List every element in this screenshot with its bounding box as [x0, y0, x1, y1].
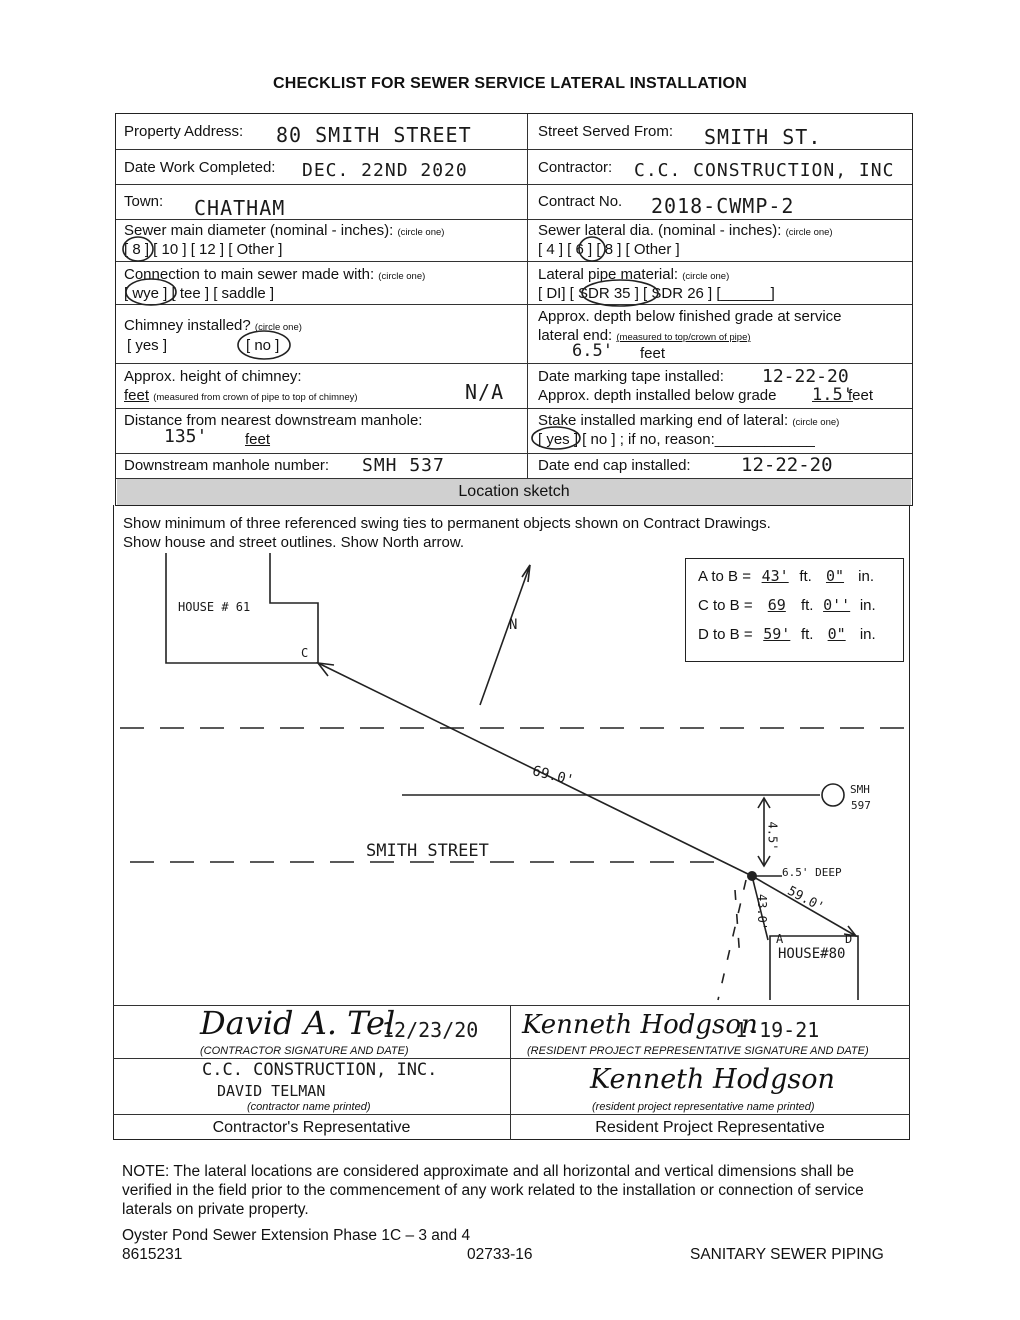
chimney-height-value: N/A [465, 380, 505, 404]
chimney-height-label: Approx. height of chimney: [124, 368, 302, 385]
chimney-label: Chimney installed? (circle one) [124, 317, 302, 334]
house-61-label: HOUSE # 61 [178, 600, 251, 614]
sewer-main-options: [ 8 ] [ 10 ] [ 12 ] [ Other ] [124, 241, 283, 258]
footer-right: SANITARY SEWER PIPING [690, 1246, 884, 1263]
footer-section: 02733-16 [467, 1246, 533, 1263]
manhole-value: SMH 537 [362, 455, 445, 476]
contractor-company-printed: C.C. CONSTRUCTION, INC. [202, 1060, 438, 1080]
contract-no-label: Contract No. [538, 193, 623, 210]
form-title: CHECKLIST FOR SEWER SERVICE LATERAL INSTALLATION [273, 75, 747, 92]
dim-45-label: 4.5' [765, 821, 780, 851]
footer-project: Oyster Pond Sewer Extension Phase 1C – 3 and 4 [122, 1227, 471, 1244]
contractor-name-caption: (contractor name printed) [247, 1101, 371, 1113]
north-label: N [509, 617, 518, 633]
distance-label: Distance from nearest downstream manhole: [124, 412, 423, 429]
contractor-signature-caption: (CONTRACTOR SIGNATURE AND DATE) [200, 1045, 409, 1057]
resident-rep-label: Resident Project Representative [595, 1119, 825, 1136]
property-address-value: 80 SMITH STREET [276, 123, 472, 147]
lateral-material-label: Lateral pipe material: (circle one) [538, 266, 730, 283]
street-served-label: Street Served From: [538, 123, 674, 140]
street-served-value: SMITH ST. [704, 125, 822, 149]
smh-label: SMH [850, 783, 870, 796]
smh-number: 597 [851, 799, 871, 812]
footer-number: 8615231 [122, 1246, 183, 1263]
contractor-signature: David A. Tel [200, 1004, 396, 1042]
tie-a-to-b: A to B = 43' ft. 0" in. [698, 567, 875, 585]
town-value: CHATHAM [194, 196, 286, 220]
tape-depth-unit: feet [848, 387, 874, 404]
point-c-label: C [301, 646, 309, 660]
date-completed-label: Date Work Completed: [124, 159, 276, 176]
point-d-label: D [845, 932, 853, 946]
chimney-height-unit: feet (measured from crown of pipe to top of chimney) [124, 387, 358, 404]
dim-59-label: 59.0' [784, 883, 827, 916]
town-label: Town: [124, 193, 164, 210]
tape-label: Date marking tape installed: [538, 368, 724, 385]
point-a-label: A [776, 932, 784, 946]
date-completed-value: DEC. 22ND 2020 [302, 160, 468, 181]
chimney-yes: [ yes ] [127, 337, 168, 354]
resident-signature-caption: (RESIDENT PROJECT REPRESENTATIVE SIGNATURE AND DATE) [527, 1045, 869, 1057]
sewer-main-label: Sewer main diameter (nominal - inches): (circle one) [124, 222, 445, 239]
smith-street-label: SMITH STREET [366, 841, 489, 861]
contractor-rep-label: Contractor's Representative [212, 1119, 411, 1136]
contract-no-value: 2018-CWMP-2 [651, 194, 795, 218]
note-text: NOTE: The lateral locations are considered approximate and all horizontal and vertical dimensions shall be verified in the field prior to the commencement of any work related to the installation or connection of service laterals on private property. [122, 1163, 864, 1218]
dim-69-label: 69.0' [530, 763, 576, 789]
resident-signature-date: 1-19-21 [735, 1018, 820, 1042]
sketch-instruction-2: Show house and street outlines. Show North arrow. [123, 534, 465, 551]
end-cap-value: 12-22-20 [741, 454, 833, 476]
tape-depth-value: 1.5' [812, 385, 853, 405]
tie-d-to-b: D to B = 59' ft. 0" in. [698, 625, 876, 643]
stake-options: [ yes ] [ no ] ; if no, reason:____________ [538, 431, 815, 448]
sewer-lateral-label: Sewer lateral dia. (nominal - inches): (circle one) [538, 222, 833, 239]
sketch-instruction-1: Show minimum of three referenced swing ties to permanent objects shown on Contract Drawings. [123, 515, 771, 532]
house-80-label: HOUSE#80 [778, 946, 846, 962]
depth-value: 6.5' [572, 341, 613, 361]
dim-43-label: 43.0' [755, 893, 770, 931]
depth-label-2: lateral end: (measured to top/crown of pipe) [538, 327, 751, 344]
contractor-name-printed: DAVID TELMAN [217, 1082, 326, 1100]
depth-label: Approx. depth below finished grade at service [538, 308, 842, 325]
deep-label: 6.5' DEEP [782, 866, 842, 879]
distance-unit: feet [245, 431, 271, 448]
contractor-signature-date: 12/23/20 [382, 1018, 479, 1042]
distance-value: 135' [164, 426, 208, 447]
connection-label: Connection to main sewer made with: (circle one) [124, 266, 426, 283]
stake-label: Stake installed marking end of lateral: (circle one) [538, 412, 840, 429]
contractor-value: C.C. CONSTRUCTION, INC [634, 160, 895, 181]
sewer-lateral-options: [ 4 ] [ 6 ] [ 8 ] [ Other ] [538, 241, 680, 258]
resident-signature: Kenneth Hodgson [522, 1010, 758, 1040]
location-sketch-header: Location sketch [117, 479, 911, 505]
connection-options: [ wye ] [ tee ] [ saddle ] [124, 285, 275, 302]
contractor-label: Contractor: [538, 159, 613, 176]
chimney-no: [ no ] [246, 337, 280, 354]
manhole-label: Downstream manhole number: [124, 457, 330, 474]
tape-value: 12-22-20 [762, 366, 849, 387]
tie-c-to-b: C to B = 69 ft. 0'' in. [698, 596, 876, 614]
property-address-label: Property Address: [124, 123, 244, 140]
depth-unit: feet [640, 345, 666, 362]
end-cap-label: Date end cap installed: [538, 457, 691, 474]
resident-name-printed: Kenneth Hodgson [590, 1064, 835, 1095]
resident-name-caption: (resident project representative name printed) [592, 1101, 815, 1113]
tape-depth-label: Approx. depth installed below grade [538, 387, 777, 404]
lateral-material-options: [ DI] [ SDR 35 ] [ SDR 26 ] [______] [538, 285, 775, 302]
